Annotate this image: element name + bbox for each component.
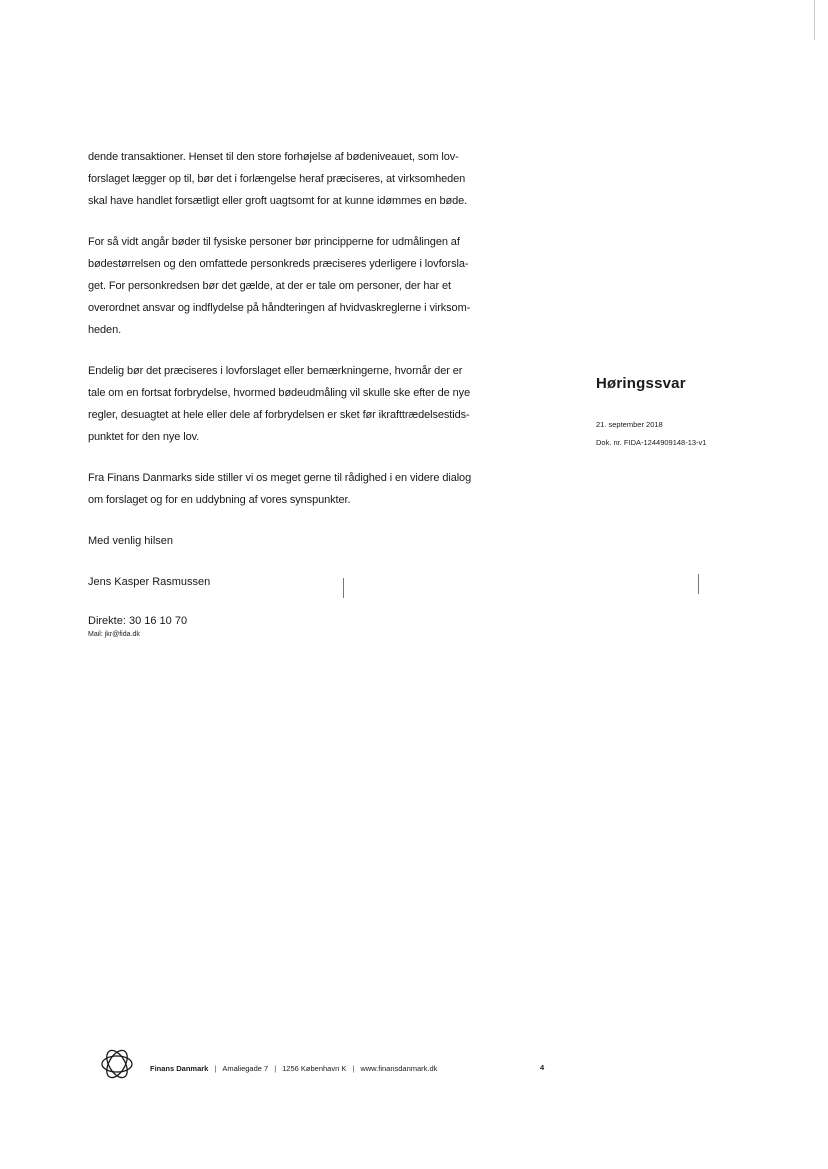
document-date: 21. september 2018: [596, 420, 663, 429]
footer-street: Amaliegade 7: [222, 1064, 269, 1073]
text-line: Endelig bør det præciseres i lovforslaget eller bemærkningerne, hvornår der er: [88, 365, 463, 377]
text-line: regler, desuagtet at hele eller dele af forbrydelsen er sket før ikrafttrædelsestids-: [88, 409, 470, 421]
email-address: Mail: jkr@fida.dk: [88, 631, 140, 638]
finans-danmark-logo-icon: [98, 1045, 136, 1083]
scan-mark: [698, 574, 699, 594]
scan-mark: [343, 578, 344, 598]
footer-address-line: Finans Danmark | Amaliegade 7 | 1256 København K | www.finansdanmark.dk: [150, 1064, 438, 1073]
document-type-title: Høringssvar: [596, 375, 686, 392]
document-reference: Dok. nr. FIDA-1244909148-13-v1: [596, 438, 707, 447]
footer-brand: Finans Danmark: [150, 1064, 209, 1073]
text-line: get. For personkredsen bør det gælde, at der er tale om personer, der har et: [88, 280, 451, 292]
greeting: Med venlig hilsen: [88, 535, 173, 547]
paragraph-1: [88, 146, 538, 212]
direct-phone: Direkte: 30 16 10 70: [88, 615, 188, 627]
text-line: For så vidt angår bøder til fysiske personer bør principperne for udmålingen af: [88, 236, 460, 248]
text-line: bødestørrelsen og den omfattede personkreds præciseres yderligere i lovforsla-: [88, 258, 469, 270]
text-line: Fra Finans Danmarks side stiller vi os meget gerne til rådighed i en videre dialog: [88, 472, 472, 484]
text-line: punktet for den nye lov.: [88, 431, 200, 443]
letter-body: [88, 146, 538, 640]
document-sidebar: [596, 375, 796, 452]
footer-city: 1256 København K: [282, 1064, 347, 1073]
text-line: forslaget lægger op til, bør det i forlængelse heraf præciseres, at virksomheden: [88, 173, 466, 185]
text-line: om forslaget og for en uddybning af vores synspunkter.: [88, 494, 351, 506]
text-line: tale om en fortsat forbrydelse, hvormed bødeudmåling vil skulle ske efter de nye: [88, 387, 471, 399]
paragraph-2: [88, 231, 538, 341]
text-line: overordnet ansvar og indflydelse på håndteringen af hvidvaskreglerne i virksom-: [88, 302, 471, 314]
scan-edge-mark: [814, 0, 815, 40]
text-line: skal have handlet forsætligt eller groft uagtsomt for at kunne idømmes en bøde.: [88, 195, 468, 207]
paragraph-3: [88, 360, 538, 448]
paragraph-4: [88, 467, 538, 511]
page-number: 4: [540, 1063, 545, 1072]
footer-website[interactable]: www.finansdanmark.dk: [360, 1064, 438, 1073]
text-line: heden.: [88, 324, 122, 336]
text-line: dende transaktioner. Henset til den store forhøjelse af bødeniveauet, som lov-: [88, 151, 459, 163]
signer-name: Jens Kasper Rasmussen: [88, 576, 211, 588]
page-footer: [98, 1045, 578, 1085]
